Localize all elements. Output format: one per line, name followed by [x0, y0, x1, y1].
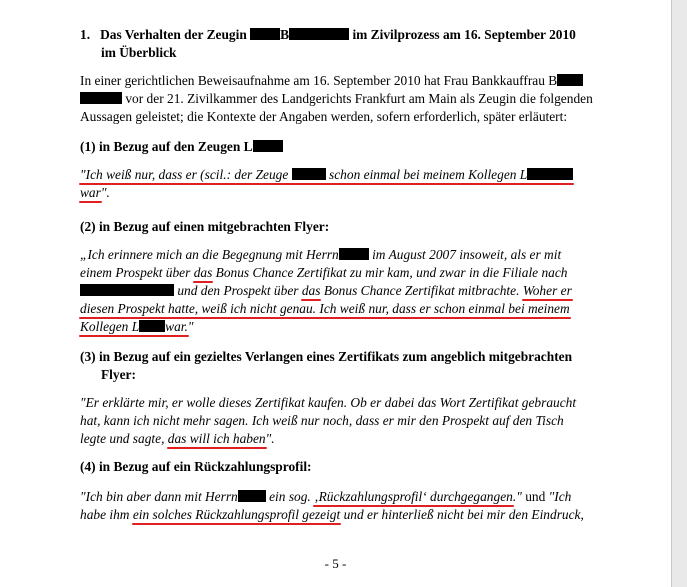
item1-heading-text: (1) in Bezug auf den Zeugen L — [80, 139, 253, 154]
redaction-box — [253, 140, 283, 152]
redaction-box — [250, 28, 280, 40]
item4-l1b: ein sog. — [269, 489, 311, 504]
item2-l2b: das — [193, 265, 213, 280]
item2-heading-text: (2) in Bezug auf einen mitgebrachten Flyer: — [80, 219, 330, 234]
item4-heading — [80, 458, 608, 476]
item2-l5-underline — [80, 319, 188, 334]
redaction-box — [339, 248, 369, 260]
item3-heading-l1: (3) in Bezug auf ein gezieltes Verlangen eines Zertifikats zum angeblich mitgebrachten — [80, 349, 573, 364]
item4-l1d: ." — [512, 489, 522, 504]
item4-l1c: ‚Rückzahlungsprofil‘ durchgegangen — [314, 489, 513, 504]
redaction-box — [139, 320, 165, 332]
item2-l1a: „Ich erinnere mich an die Begegnung mit Herrn — [80, 247, 339, 262]
item1-quote-end: ". — [100, 185, 110, 200]
section-title-line2: im Überblick — [101, 45, 177, 60]
item3-l3c: ". — [265, 431, 275, 446]
section-title-part1: Das Verhalten der Zeugin — [100, 27, 247, 42]
item4-l1e: und — [525, 489, 546, 504]
redaction-box — [238, 490, 266, 502]
item1-quote-a: "Ich weiß nur, dass er (scil.: der Zeuge — [80, 167, 289, 182]
item3-heading-l2: Flyer: — [101, 367, 136, 382]
item3-quote — [80, 394, 608, 448]
item3-l3a: legte und sagte, — [80, 431, 165, 446]
section-heading — [80, 26, 608, 44]
item4-heading-text: (4) in Bezug auf ein Rückzahlungsprofil: — [80, 459, 312, 474]
intro-line2: vor der 21. Zivilkammer des Landgerichts Frankfurt am Main als Zeugin die folgenden — [125, 91, 593, 106]
section-title-initial: B — [280, 27, 290, 42]
item4-quote — [80, 488, 608, 524]
item2-heading — [80, 218, 608, 236]
redaction-box — [557, 74, 583, 86]
underlined-quote — [80, 167, 573, 182]
item2-l3a: und den Prospekt über — [177, 283, 299, 298]
item4-l2a: habe ihm — [80, 507, 130, 522]
item2-l3c: Bonus Chance Zertifikat mitbrachte. — [323, 283, 520, 298]
item1-quote — [80, 166, 608, 202]
item1-heading — [80, 138, 608, 156]
item2-l2a: einem Prospekt über — [80, 265, 191, 280]
section-title-part2: im Zivilprozess am 16. September 2010 — [352, 27, 576, 42]
item4-l1a: "Ich bin aber dann mit Herrn — [80, 489, 238, 504]
item3-heading — [80, 348, 608, 384]
item1-quote-b: schon einmal bei meinem Kollegen L — [329, 167, 528, 182]
item4-l2b: ein solches Rückzahlungsprofil gezeigt — [132, 507, 341, 522]
section-heading-line2 — [101, 44, 629, 62]
redaction-box — [80, 92, 122, 104]
item2-l1b: im August 2007 insoweit, als er mit — [372, 247, 562, 262]
intro-line1: In einer gerichtlichen Beweisaufnahme am 16. September 2010 hat Frau Bankkauffrau B — [80, 73, 558, 88]
section-number: 1. — [80, 27, 91, 42]
item3-l2: hat, kann ich nicht mehr sagen. Ich weiß nur noch, dass er mir den Prospekt auf den Tisch — [80, 413, 564, 428]
item2-l3d: Woher er — [522, 283, 572, 298]
redaction-box — [527, 168, 573, 180]
item2-l5b: war. — [165, 319, 188, 334]
item1-quote-c: war — [80, 185, 101, 200]
item2-l2c: Bonus Chance Zertifikat zu mir kam, und zwar in die Filiale nach — [215, 265, 568, 280]
item4-l1f: "Ich — [548, 489, 572, 504]
item2-quote — [80, 246, 608, 336]
item3-l1: "Er erklärte mir, er wolle dieses Zertifikat kaufen. Ob er dabei das Wort Zertifikat gebraucht — [80, 395, 577, 410]
item2-l4: diesen Prospekt hatte, weiß ich nicht genau. Ich weiß nur, dass er schon einmal bei meinem — [80, 301, 570, 316]
page-number: - 5 - — [324, 556, 347, 571]
redaction-box — [80, 284, 174, 296]
item2-l5c: " — [187, 319, 194, 334]
item4-l2c: und er hinterließ nicht bei mir den Eindruck, — [343, 507, 584, 522]
item2-l5a: Kollegen L — [80, 319, 140, 334]
intro-line3: Aussagen geleistet; die Kontexte der Angaben werden, sofern erforderlich, später erläutert: — [80, 109, 568, 124]
item3-l3b: das will ich haben — [167, 431, 266, 446]
intro-paragraph — [80, 72, 608, 126]
item2-l3b: das — [301, 283, 321, 298]
redaction-box — [289, 28, 349, 40]
redaction-box — [292, 168, 326, 180]
